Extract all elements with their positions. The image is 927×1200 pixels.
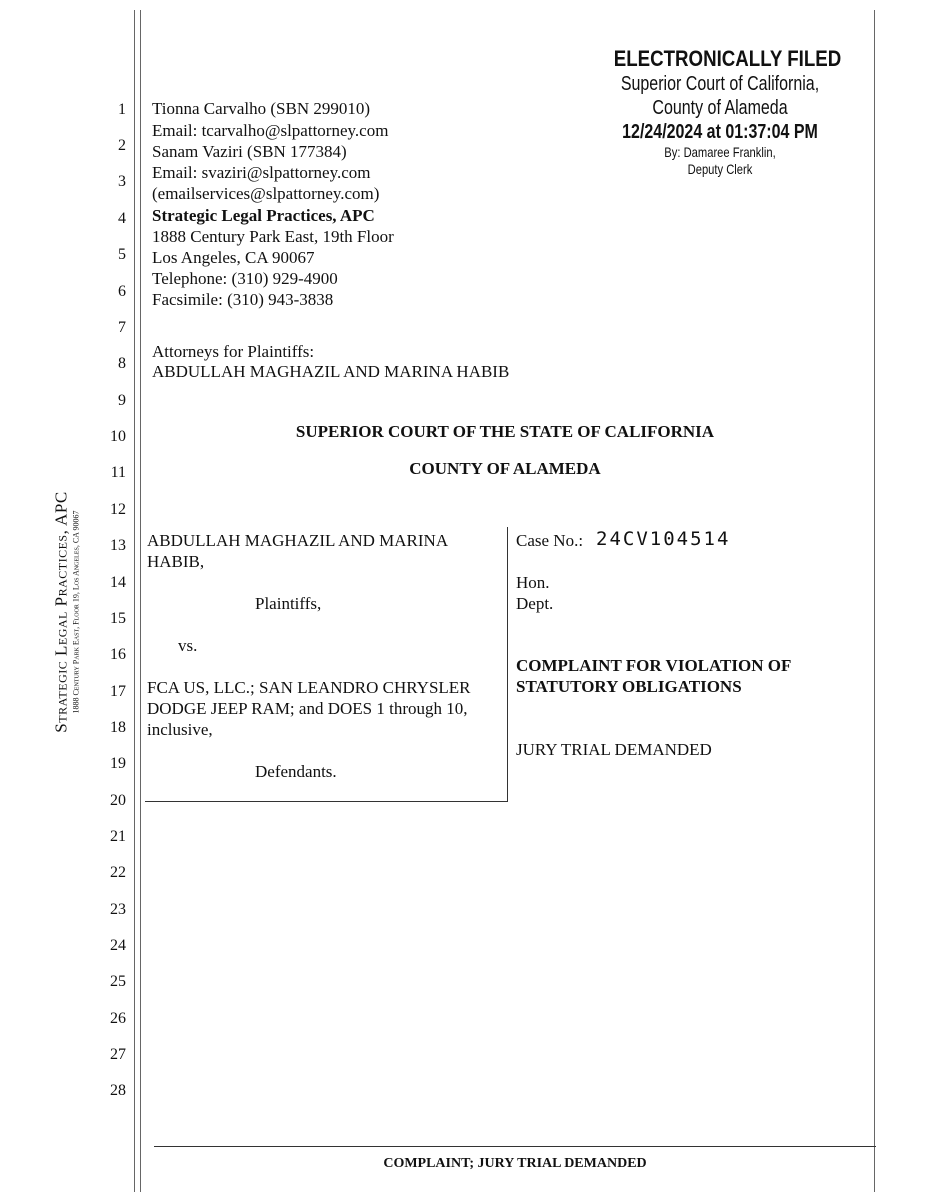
line-number: 17 xyxy=(110,683,126,700)
line-number: 20 xyxy=(110,792,126,809)
line-number: 28 xyxy=(110,1082,126,1099)
line-number: 8 xyxy=(118,355,126,372)
stamp-court: Superior Court of California, xyxy=(620,73,820,95)
case-number: 24CV104514 xyxy=(596,528,731,550)
line-number: 25 xyxy=(110,973,126,990)
firm-address-2: Los Angeles, CA 90067 xyxy=(152,248,315,267)
firm-name: Strategic Legal Practices, APC xyxy=(152,206,375,225)
attorneys-for-label: Attorneys for Plaintiffs: xyxy=(152,342,315,361)
footer-title: COMPLAINT; JURY TRIAL DEMANDED xyxy=(383,1156,647,1171)
court-name: SUPERIOR COURT OF THE STATE OF CALIFORNIA xyxy=(295,422,715,441)
complaint-title-2: STATUTORY OBLIGATIONS xyxy=(516,677,742,696)
line-number: 11 xyxy=(110,464,126,481)
stamp-title: ELECTRONICALLY FILED xyxy=(613,46,842,71)
margin-rule-left-1 xyxy=(134,10,135,1192)
stamp-clerk-role: Deputy Clerk xyxy=(687,161,753,177)
line-number: 23 xyxy=(110,901,126,918)
firm-telephone: Telephone: (310) 929-4900 xyxy=(152,269,338,288)
line-number: 7 xyxy=(118,319,126,336)
email-services: (emailservices@slpattorney.com) xyxy=(152,184,380,203)
defendants-names-3: inclusive, xyxy=(147,720,213,739)
line-number: 22 xyxy=(110,864,126,881)
versus: vs. xyxy=(178,636,198,655)
line-number: 9 xyxy=(118,392,126,409)
stamp-county: County of Alameda xyxy=(652,97,788,119)
margin-rule-left-2 xyxy=(140,10,141,1192)
attorney-name-2: Sanam Vaziri (SBN 177384) xyxy=(152,142,347,161)
line-number: 2 xyxy=(118,137,126,154)
line-number: 10 xyxy=(110,428,126,445)
plaintiffs-names-2: HABIB, xyxy=(147,552,205,571)
sidebar-firm-address: 1888 Century Park East, Floor 19, Los Angeles, CA 90067 xyxy=(71,510,81,714)
line-number: 4 xyxy=(118,210,126,227)
caption-divider-vertical xyxy=(507,527,508,802)
line-number: 12 xyxy=(110,501,126,518)
attorney-email-2: Email: svaziri@slpattorney.com xyxy=(152,163,371,182)
line-number: 27 xyxy=(110,1046,126,1063)
electronic-filing-stamp xyxy=(595,46,845,178)
line-number: 14 xyxy=(110,574,126,591)
plaintiffs-names-1: ABDULLAH MAGHAZIL AND MARINA xyxy=(147,531,449,550)
attorney-name-1: Tionna Carvalho (SBN 299010) xyxy=(152,99,371,118)
stamp-clerk: By: Damaree Franklin, xyxy=(664,144,776,160)
line-number: 15 xyxy=(110,610,126,627)
line-number: 3 xyxy=(118,173,126,190)
department-label: Dept. xyxy=(516,594,554,613)
attorneys-for-plaintiffs: ABDULLAH MAGHAZIL AND MARINA HABIB xyxy=(152,362,510,381)
sidebar-firm-branding xyxy=(52,491,81,732)
line-number: 16 xyxy=(110,646,126,663)
line-number: 19 xyxy=(110,755,126,772)
attorney-email-1: Email: tcarvalho@slpattorney.com xyxy=(152,121,389,140)
complaint-title-1: COMPLAINT FOR VIOLATION OF xyxy=(516,656,792,675)
firm-address-1: 1888 Century Park East, 19th Floor xyxy=(152,227,394,246)
caption-divider-bottom xyxy=(145,801,508,802)
plaintiffs-label: Plaintiffs, xyxy=(255,594,322,613)
footer-rule xyxy=(154,1146,876,1147)
line-number: 13 xyxy=(110,537,126,554)
firm-facsimile: Facsimile: (310) 943-3838 xyxy=(152,290,334,309)
case-number-label: Case No.: xyxy=(516,531,584,550)
jury-trial-demanded: JURY TRIAL DEMANDED xyxy=(516,740,712,759)
sidebar-firm-name: Strategic Legal Practices, APC xyxy=(51,491,71,733)
line-number: 26 xyxy=(110,1010,126,1027)
defendants-label: Defendants. xyxy=(255,762,337,781)
stamp-datetime: 12/24/2024 at 01:37:04 PM xyxy=(622,121,818,143)
line-number: 5 xyxy=(118,246,126,263)
line-number: 1 xyxy=(118,101,126,118)
line-number: 24 xyxy=(110,937,126,954)
line-number: 21 xyxy=(110,828,126,845)
court-county: COUNTY OF ALAMEDA xyxy=(409,459,601,478)
defendants-names-1: FCA US, LLC.; SAN LEANDRO CHRYSLER xyxy=(147,678,471,697)
judge-label: Hon. xyxy=(516,573,550,592)
margin-rule-right xyxy=(874,10,875,1192)
line-number: 18 xyxy=(110,719,126,736)
defendants-names-2: DODGE JEEP RAM; and DOES 1 through 10, xyxy=(147,699,468,718)
line-number: 6 xyxy=(118,283,126,300)
